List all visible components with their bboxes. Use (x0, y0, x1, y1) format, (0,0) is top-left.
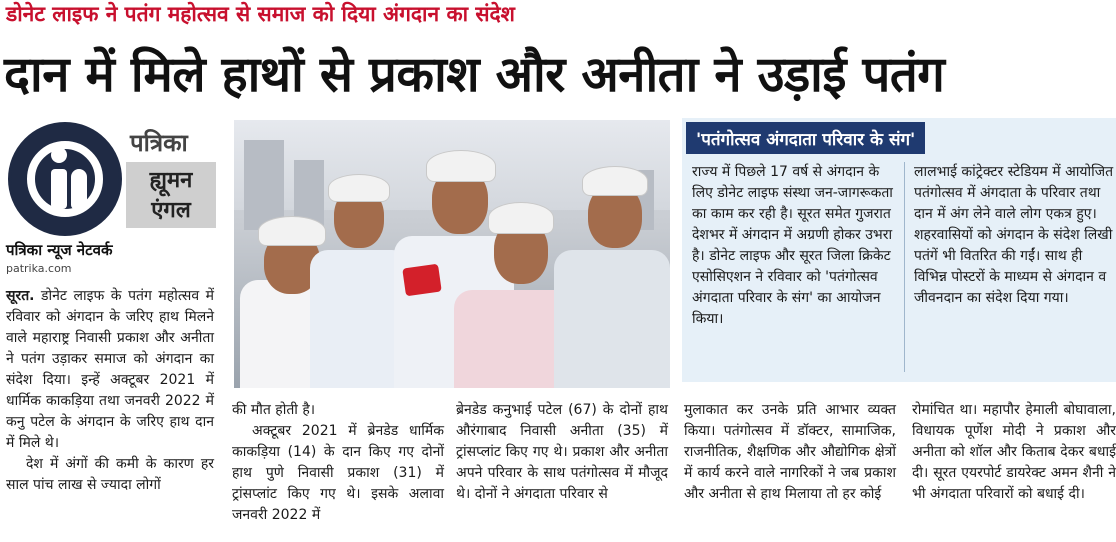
sidebar-divider (904, 162, 905, 372)
body-column-5: रोमांचित था। महापौर हेमाली बोघावाला, विधायक पूर्णेश मोदी ने प्रकाश और अनीता को शॉल और किताब देकर बधाई दी। सूरत एयरपोर्ट डायरेक्ट अमन शैनी ने भी अंगदाता परिवारों को बधाई दी। (912, 402, 1116, 502)
body-column-2 (232, 400, 444, 526)
body-col1-text: डोनेट लाइफ के पतंग महोत्सव में रविवार को अंगदान के जरिए हाथ मिलने वाले महाराष्ट्र निवासी प्रकाश और अनीता ने पतंग उड़ाकर समाज को अंगदान का संदेश दिया। इन्हें अक्टूबर 2021 में धार्मिक काकड़िया तथा जनवरी 2022 में कनु पटेल के अंगदान के जरिए हाथ दान में मिले थे। (6, 288, 214, 451)
brand-name: पत्रिका (130, 129, 188, 157)
byline-network: पत्रिका न्यूज नेटवर्क (6, 241, 113, 259)
column-tag-line2: एंगल (151, 198, 191, 223)
kite (402, 264, 442, 297)
patrika-human-angle-logo-icon (8, 122, 122, 236)
column-tag (126, 162, 216, 228)
body-col2-paragraph-1: की मौत होती है। (232, 402, 316, 418)
body-col2-paragraph-2: अक्टूबर 2021 में ब्रेनडेड धार्मिक काकड़िया (14) के दान किए गए दोनों हाथ पुणे निवासी प्रकाश (31) में ट्रांसप्लांट किए गए थे। इसके अलावा जनवरी 2022 में (232, 423, 444, 523)
body-column-1 (6, 286, 214, 496)
body-column-4: मुलाकात कर उनके प्रति आभार व्यक्त किया। पतंगोत्सव में डॉक्टर, सामाजिक, राजनीतिक, शैक्षणिक और औद्योगिक क्षेत्रों में कार्य करने वाले नागरिकों ने जब प्रकाश और अनीता से हाथ मिलाया तो हर कोई (684, 402, 896, 502)
byline-website: patrika.com (6, 262, 72, 275)
article-kicker: डोनेट लाइफ ने पतंग महोत्सव से समाज को दिया अंगदान का संदेश (6, 2, 515, 26)
body-col1-paragraph-1 (6, 286, 214, 454)
article-headline: दान में मिले हाथों से प्रकाश और अनीता ने उड़ाई पतंग (4, 46, 945, 103)
sidebar-column-1: राज्य में पिछले 17 वर्ष से अंगदान के लिए डोनेट लाइफ संस्था जन-जागरूकता का काम कर रही है। सूरत समेत गुजरात देशभर में अंगदान में अग्रणी होकर उभरा है। डोनेट लाइफ और सूरत जिला क्रिकेट एसोसिएशन ने रविवार को 'पतंगोत्सव अंगदाता परिवार के संग' का आयोजन किया। (692, 164, 893, 327)
dateline: सूरत. (6, 288, 35, 304)
sidebar-heading: 'पतंगोत्सव अंगदाता परिवार के संग' (686, 122, 925, 154)
body-column-3: ब्रेनडेड कनुभाई पटेल (67) के दोनों हाथ औरंगाबाद निवासी अनीता (35) में ट्रांसप्लांट किए गए थे। प्रकाश और अनीता अपने परिवार के साथ पतंगोत्सव में मौजूद थे। दोनों ने अंगदाता परिवार से (456, 402, 668, 502)
body-col1-paragraph-2: देश में अंगों की कमी के कारण हर साल पांच लाख से ज्यादा लोगों (6, 456, 214, 493)
column-logo (4, 122, 216, 232)
column-tag-line1: ह्यूमन (149, 168, 193, 193)
sidebar-column-2: लालभाई कांट्रेक्टर स्टेडियम में आयोजित पतंगोत्सव में अंगदाता के परिवार तथा दान में अंग लेने वाले लोग एकत्र हुए। शहरवासियों को अंगदान के संदेश लिखी पतंगें भी वितरित की गईं। साथ ही विभिन्न पोस्टरों के माध्यम से अंगदान व जीवनदान का संदेश दिया गया। (914, 164, 1114, 306)
event-photo (234, 120, 670, 388)
